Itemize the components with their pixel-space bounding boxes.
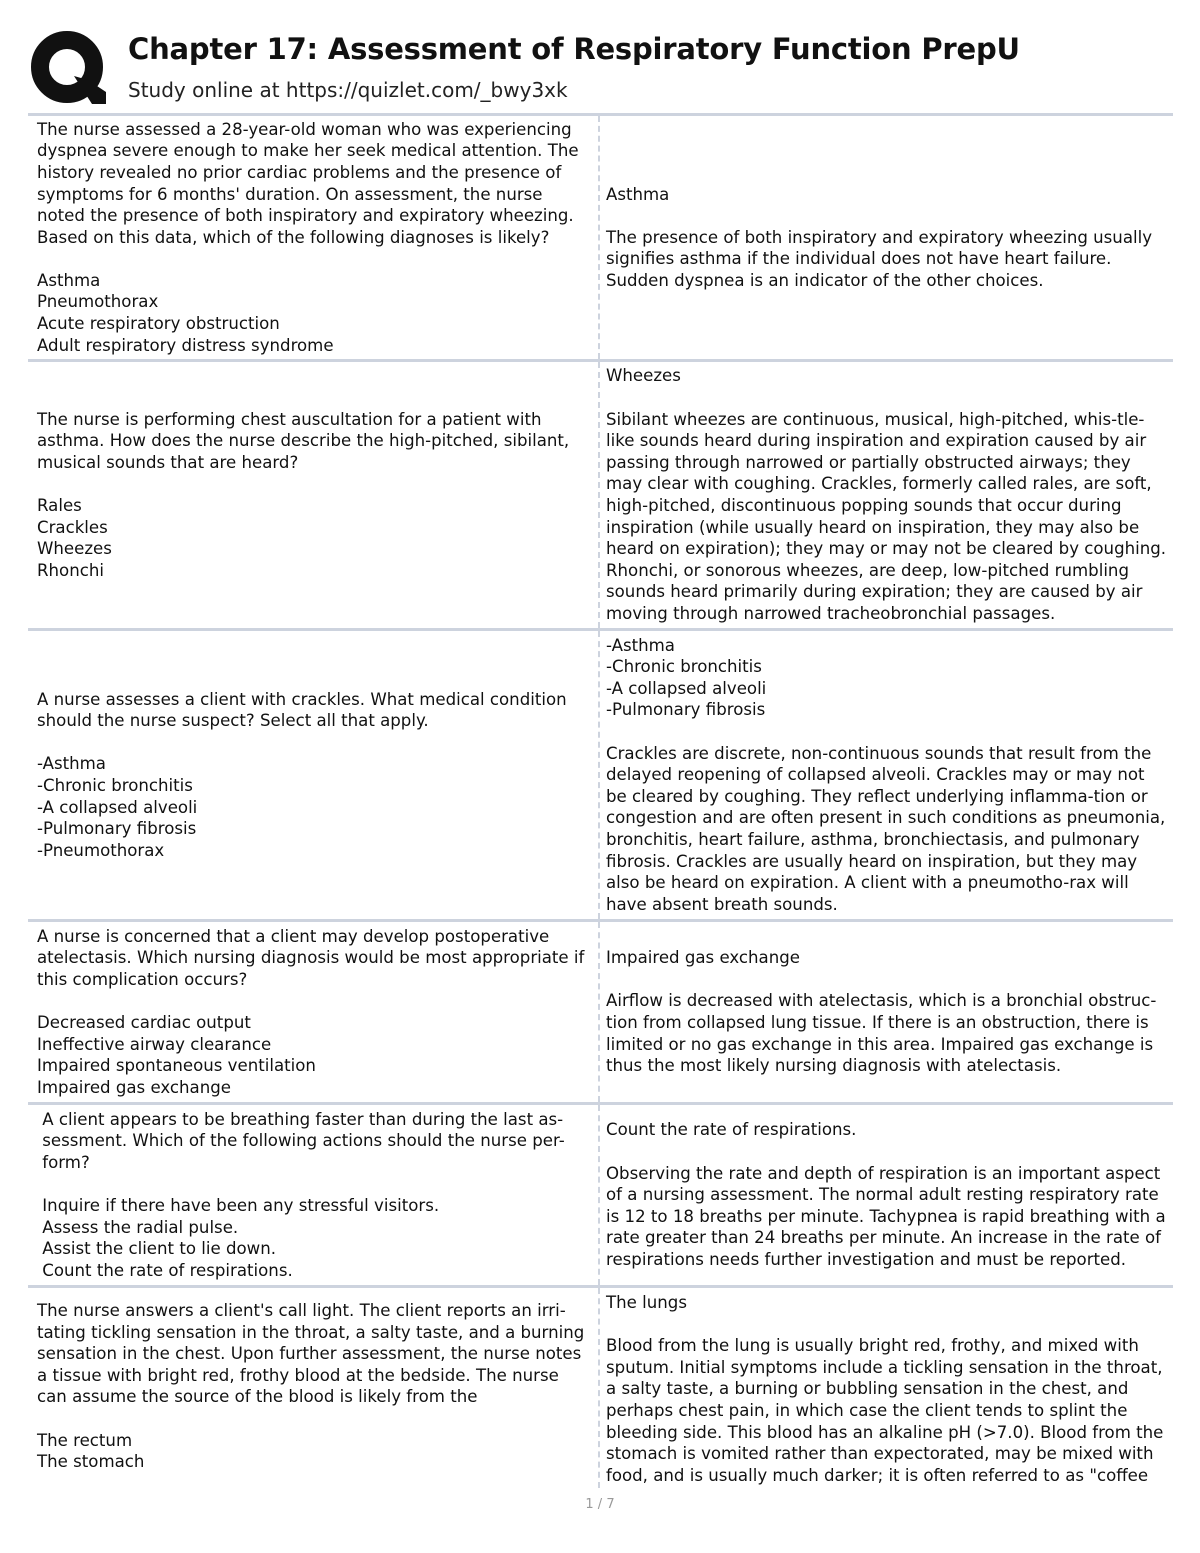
question-text: A client appears to be breathing faster than during the last as- sessment. Which of the following actions should the nurse per- form? Inquire if there have been any stressful visitors. Assess the radial pulse. Assist the client to lie down. Count the rate of respirations. <box>42 1109 565 1280</box>
answer-text: Asthma The presence of both inspiratory and expiratory wheezing usually signifies asthma if the individual does not have heart failure. Sudden dyspnea is an indicator of the other choices. <box>606 184 1153 290</box>
answer-cell <box>600 922 1173 1102</box>
answer-text: Wheezes Sibilant wheezes are continuous, musical, high-pitched, whis-tle-like sounds heard during inspiration and expiration caused by air passing through narrowed or partially obstructed airways; they may clear with coughing. Crackles, formerly called rales, are soft, high-pitched, discontinuous popping sounds that occur during inspiration (while usually heard on inspiration, they may also be heard on expiration); they may or may not be cleared by coughing. Rhonchi, or sonorous wheezes, are deep, low-pitched rumbling sounds heard primarily during expiration; they are caused by air moving through narrowed tracheobronchial passages. <box>606 366 1167 623</box>
question-text: A nurse is concerned that a client may develop postoperative atelectasis. Which nursing diagnosis would be most appropriate if this complication occurs? Decreased cardiac output Ineffective airway clearance Impaired spontaneous ventilation Impaired gas exchange <box>37 926 585 1097</box>
flashcard-table <box>28 113 1173 1488</box>
page-title: Chapter 17: Assessment of Respiratory Function PrepU <box>128 32 1020 66</box>
question-cell <box>28 116 600 359</box>
study-link[interactable]: Study online at https://quizlet.com/_bwy3xk <box>128 78 568 102</box>
table-row <box>28 922 1173 1105</box>
question-cell <box>28 631 600 919</box>
answer-cell <box>600 362 1173 628</box>
question-text: The nurse answers a client's call light. The client reports an irri-tating tickling sensation in the throat, a salty taste, and a burning sensation in the chest. Upon further assessment, the nurse notes a tissue with bright red, frothy blood at the bedside. The nurse can assume the source of the blood is likely from the The rectum The stomach <box>37 1301 585 1472</box>
table-row <box>28 1288 1173 1488</box>
question-text: A nurse assesses a client with crackles. What medical condition should the nurse suspect? Select all that apply. -Asthma -Chronic bronchitis -A collapsed alveoli -Pulmonary fibrosis -Pneumothorax <box>37 689 567 860</box>
answer-text: -Asthma -Chronic bronchitis -A collapsed alveoli -Pulmonary fibrosis Crackles are discrete, non-continuous sounds that result from the delayed reopening of collapsed alveoli. Crackles may or may not be cleared by coughing. They reflect underlying inflamma-tion or congestion and are often present in such conditions as pneumonia, bronchitis, heart failure, asthma, bronchiectasis, and pulmonary fibrosis. Crackles are usually heard on inspiration, but they may also be heard on expiration. A client with a pneumotho-rax will have absent breath sounds. <box>606 635 1166 914</box>
table-row <box>28 116 1173 362</box>
answer-text: Impaired gas exchange Airflow is decreased with atelectasis, which is a bronchial obstruc-tion from collapsed lung tissue. If there is an obstruction, there is limited or no gas exchange in this area. Impaired gas exchange is thus the most likely nursing diagnosis with atelectasis. <box>606 948 1157 1076</box>
question-text: The nurse is performing chest auscultation for a patient with asthma. How does the nurse describe the high-pitched, sibilant, musical sounds that are heard? Rales Crackles Wheezes Rhonchi <box>37 409 570 580</box>
page-number: 1 / 7 <box>585 1497 615 1512</box>
table-row <box>28 362 1173 631</box>
table-row <box>28 1105 1173 1288</box>
quizlet-logo-icon <box>30 30 106 106</box>
answer-text: The lungs Blood from the lung is usually bright red, frothy, and mixed with sputum. Initial symptoms include a tickling sensation in the throat, a salty taste, a burning or bubbling sensation in the chest, and perhaps chest pain, in which case the client tends to splint the bleeding side. This blood has an alkaline pH (>7.0). Blood from the stomach is vomited rather than expectorated, may be mixed with food, and is usually much darker; it is often referred to as "coffee <box>606 1293 1164 1485</box>
question-text: The nurse assessed a 28-year-old woman who was experiencing dyspnea severe enough to make her seek medical attention. The history revealed no prior cardiac problems and the presence of symptoms for 6 months' duration. On assessment, the nurse noted the presence of both inspiratory and expiratory wheezing. Based on this data, which of the following diagnoses is likely? Asthma Pneumothorax Acute respiratory obstruction Adult respiratory distress syndrome <box>37 119 579 355</box>
answer-cell <box>600 631 1173 919</box>
question-cell <box>28 1105 600 1285</box>
answer-text: Count the rate of respirations. Observing the rate and depth of respiration is an important aspect of a nursing assessment. The normal adult resting respiratory rate is 12 to 18 breaths per minute. Tachypnea is rapid breathing with a rate greater than 24 breaths per minute. An increase in the rate of respirations needs further investigation and must be reported. <box>606 1120 1166 1269</box>
table-row <box>28 631 1173 922</box>
question-cell <box>28 362 600 628</box>
question-cell <box>28 1288 600 1488</box>
answer-cell <box>600 116 1173 359</box>
answer-cell <box>600 1105 1173 1285</box>
answer-cell <box>600 1288 1173 1488</box>
page-header <box>30 28 1180 108</box>
question-cell <box>28 922 600 1102</box>
